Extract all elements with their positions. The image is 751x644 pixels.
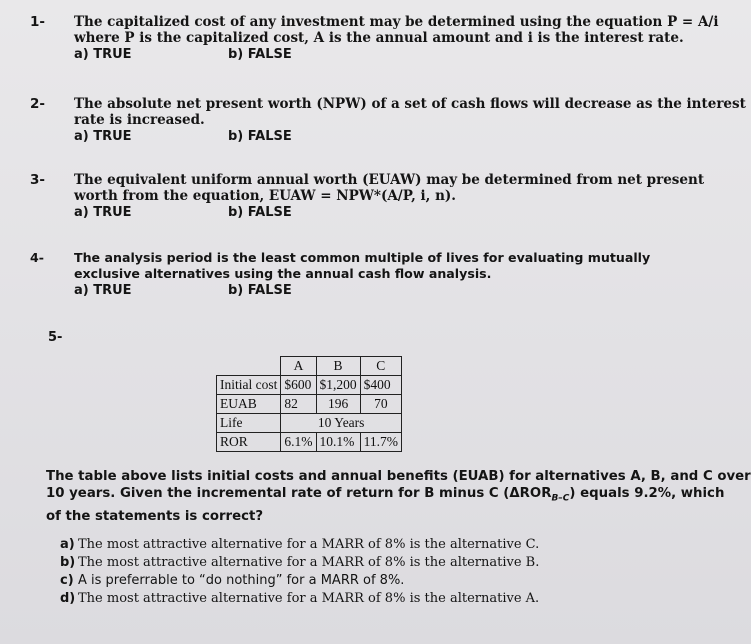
table-cell: 10 Years bbox=[281, 414, 402, 433]
prompt-line: The table above lists initial costs and annual benefits (EUAB) for alternatives A, B, and C over bbox=[46, 469, 751, 484]
question-number: 5- bbox=[48, 330, 63, 345]
question-text-line: The absolute net present worth (NPW) of a set of cash flows will decrease as the interest bbox=[74, 96, 746, 112]
option-false[interactable]: b) FALSE bbox=[228, 283, 292, 298]
question-text-line: worth from the equation, EUAW = NPW*(A/P, i, n). bbox=[74, 188, 456, 204]
prompt-line: 10 years. Given the incremental rate of return for B minus C (ΔROR bbox=[46, 486, 552, 501]
prompt-line: ) equals 9.2%, which bbox=[569, 486, 725, 501]
question-number: 1- bbox=[30, 14, 45, 30]
question-number: 4- bbox=[30, 250, 44, 265]
answer-choices bbox=[60, 535, 539, 607]
table-header-row bbox=[217, 357, 402, 376]
question-1 bbox=[30, 14, 719, 63]
option-false[interactable]: b) FALSE bbox=[228, 129, 292, 144]
option-true[interactable]: a) TRUE bbox=[74, 283, 132, 298]
table-cell: 196 bbox=[316, 395, 360, 414]
table-cell: $400 bbox=[360, 376, 401, 395]
column-header: C bbox=[360, 357, 401, 376]
question-text-line: exclusive alternatives using the annual cash flow analysis. bbox=[74, 266, 492, 281]
option-false[interactable]: b) FALSE bbox=[228, 47, 292, 62]
table-cell: $1,200 bbox=[316, 376, 360, 395]
question-number: 3- bbox=[30, 172, 45, 188]
table-row bbox=[217, 395, 402, 414]
question-4 bbox=[30, 250, 670, 299]
table-cell: 10.1% bbox=[316, 433, 360, 452]
prompt-line: of the statements is correct? bbox=[46, 508, 264, 524]
option-true[interactable]: a) TRUE bbox=[74, 129, 132, 144]
question-text-line: The capitalized cost of any investment may be determined using the equation P = A/i bbox=[74, 14, 719, 30]
table-cell: 82 bbox=[281, 395, 316, 414]
table-cell: 11.7% bbox=[360, 433, 401, 452]
row-label: ROR bbox=[217, 433, 281, 452]
table-row bbox=[217, 433, 402, 452]
column-header: B bbox=[316, 357, 360, 376]
row-label: Life bbox=[217, 414, 281, 433]
alternatives-table bbox=[216, 356, 402, 452]
choice-b[interactable]: b) The most attractive alternative for a MARR of 8% is the alternative B. bbox=[60, 555, 540, 570]
question-text-line: where P is the capitalized cost, A is the annual amount and i is the interest rate. bbox=[74, 30, 684, 46]
column-header: A bbox=[281, 357, 316, 376]
question-text-line: The analysis period is the least common multiple of lives for evaluating mutually bbox=[74, 250, 651, 265]
option-true[interactable]: a) TRUE bbox=[74, 47, 132, 62]
table-row bbox=[217, 376, 402, 395]
table-row bbox=[217, 414, 402, 433]
table-cell: 70 bbox=[360, 395, 401, 414]
row-label: EUAB bbox=[217, 395, 281, 414]
question-3 bbox=[30, 172, 705, 221]
option-false[interactable]: b) FALSE bbox=[228, 205, 292, 220]
question-text-line: The equivalent uniform annual worth (EUAW) may be determined from net present bbox=[74, 172, 705, 188]
table-cell: 6.1% bbox=[281, 433, 316, 452]
subscript: B–C bbox=[551, 493, 570, 504]
option-true[interactable]: a) TRUE bbox=[74, 205, 132, 220]
choice-c[interactable]: c) A is preferrable to “do nothing” for a MARR of 8%. bbox=[60, 573, 405, 588]
question-number: 2- bbox=[30, 96, 45, 112]
table-cell: $600 bbox=[281, 376, 316, 395]
row-label: Initial cost bbox=[217, 376, 281, 395]
question-2 bbox=[30, 96, 746, 145]
question-5-prompt bbox=[46, 468, 751, 525]
choice-d[interactable]: d) The most attractive alternative for a MARR of 8% is the alternative A. bbox=[60, 591, 540, 606]
choice-a[interactable]: a) The most attractive alternative for a MARR of 8% is the alternative C. bbox=[60, 537, 540, 552]
question-text-line: rate is increased. bbox=[74, 112, 205, 128]
